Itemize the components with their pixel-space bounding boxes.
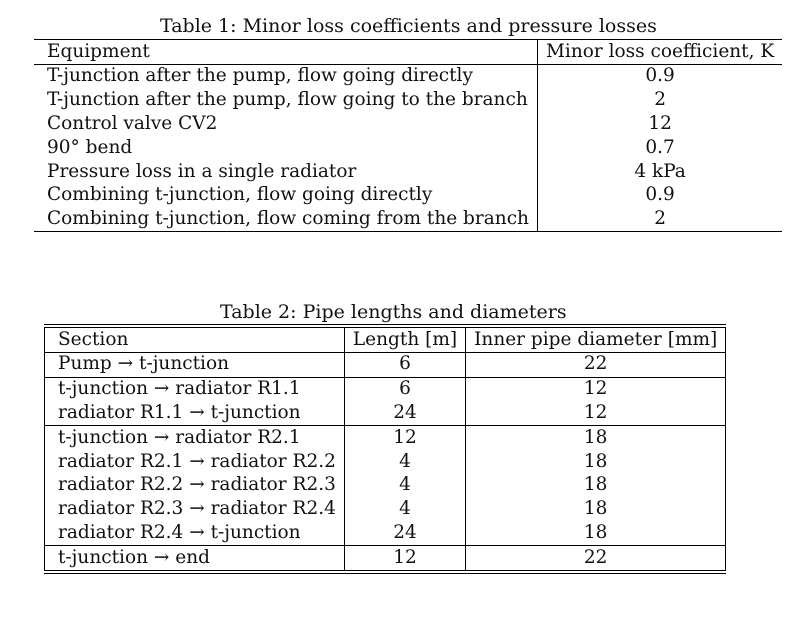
equipment-cell: T-junction after the pump, flow going to the branch xyxy=(47,89,528,111)
table-row xyxy=(45,474,726,498)
length-cell: 12 xyxy=(344,546,465,572)
table2-caption: Table 2: Pipe lengths and diameters xyxy=(220,301,567,323)
pipe-lengths-table xyxy=(44,324,726,574)
table-row xyxy=(34,208,782,232)
table-row xyxy=(34,89,782,113)
column-header-section: Section xyxy=(45,326,345,352)
minor-loss-table xyxy=(34,39,782,232)
diameter-cell: 22 xyxy=(466,546,726,572)
table-row xyxy=(45,426,726,450)
section-cell: radiator R2.1 → radiator R2.2 xyxy=(45,450,345,474)
table-row xyxy=(45,546,726,572)
equipment-cell: T-junction after the pump, flow going directly xyxy=(47,65,473,87)
section-cell: t-junction → end xyxy=(45,546,345,572)
coefficient-cell: 4 kPa xyxy=(537,160,782,184)
table-row xyxy=(34,136,782,160)
equipment-cell: Combining t-junction, flow going directly xyxy=(47,184,433,206)
section-cell: radiator R1.1 → t-junction xyxy=(45,401,345,425)
equipment-cell: Pressure loss in a single radiator xyxy=(47,160,357,182)
diameter-cell: 22 xyxy=(466,352,726,377)
length-cell: 6 xyxy=(344,377,465,401)
length-cell: 4 xyxy=(344,450,465,474)
diameter-cell: 18 xyxy=(466,426,726,450)
coefficient-cell: 0.7 xyxy=(537,136,782,160)
section-cell: t-junction → radiator R2.1 xyxy=(45,426,345,450)
table-row xyxy=(34,160,782,184)
diameter-cell: 12 xyxy=(466,401,726,425)
length-cell: 24 xyxy=(344,521,465,545)
length-cell: 4 xyxy=(344,498,465,522)
section-cell: radiator R2.4 → t-junction xyxy=(45,521,345,545)
coefficient-cell: 12 xyxy=(537,112,782,136)
coefficient-cell: 2 xyxy=(537,208,782,232)
coefficient-cell: 2 xyxy=(537,89,782,113)
coefficient-cell: 0.9 xyxy=(537,184,782,208)
table-row xyxy=(45,352,726,377)
length-cell: 6 xyxy=(344,352,465,377)
column-header-diameter: Inner pipe diameter [mm] xyxy=(466,326,726,352)
diameter-cell: 12 xyxy=(466,377,726,401)
diameter-cell: 18 xyxy=(466,450,726,474)
equipment-cell: Combining t-junction, flow coming from the branch xyxy=(47,208,529,230)
section-cell: Pump → t-junction xyxy=(45,352,345,377)
table-row xyxy=(34,64,782,88)
length-cell: 24 xyxy=(344,401,465,425)
table-row xyxy=(45,498,726,522)
equipment-cell: 90° bend xyxy=(47,136,133,158)
column-header-length: Length [m] xyxy=(344,326,465,352)
diameter-cell: 18 xyxy=(466,498,726,522)
section-cell: radiator R2.3 → radiator R2.4 xyxy=(45,498,345,522)
table-row xyxy=(45,401,726,425)
table1-caption: Table 1: Minor loss coefficients and pressure losses xyxy=(160,15,657,37)
table-row xyxy=(45,450,726,474)
coefficient-cell: 0.9 xyxy=(537,64,782,88)
diameter-cell: 18 xyxy=(466,521,726,545)
table-row xyxy=(34,184,782,208)
diameter-cell: 18 xyxy=(466,474,726,498)
length-cell: 4 xyxy=(344,474,465,498)
table-header-row xyxy=(45,326,726,352)
table-row xyxy=(45,521,726,545)
section-cell: radiator R2.2 → radiator R2.3 xyxy=(45,474,345,498)
section-cell: t-junction → radiator R1.1 xyxy=(45,377,345,401)
length-cell: 12 xyxy=(344,426,465,450)
table-row xyxy=(45,377,726,401)
column-header-coefficient: Minor loss coefficient, K xyxy=(537,40,782,65)
equipment-cell: Control valve CV2 xyxy=(47,113,218,135)
table-row xyxy=(34,112,782,136)
table-header-row xyxy=(34,40,782,65)
column-header-equipment: Equipment xyxy=(34,40,537,65)
